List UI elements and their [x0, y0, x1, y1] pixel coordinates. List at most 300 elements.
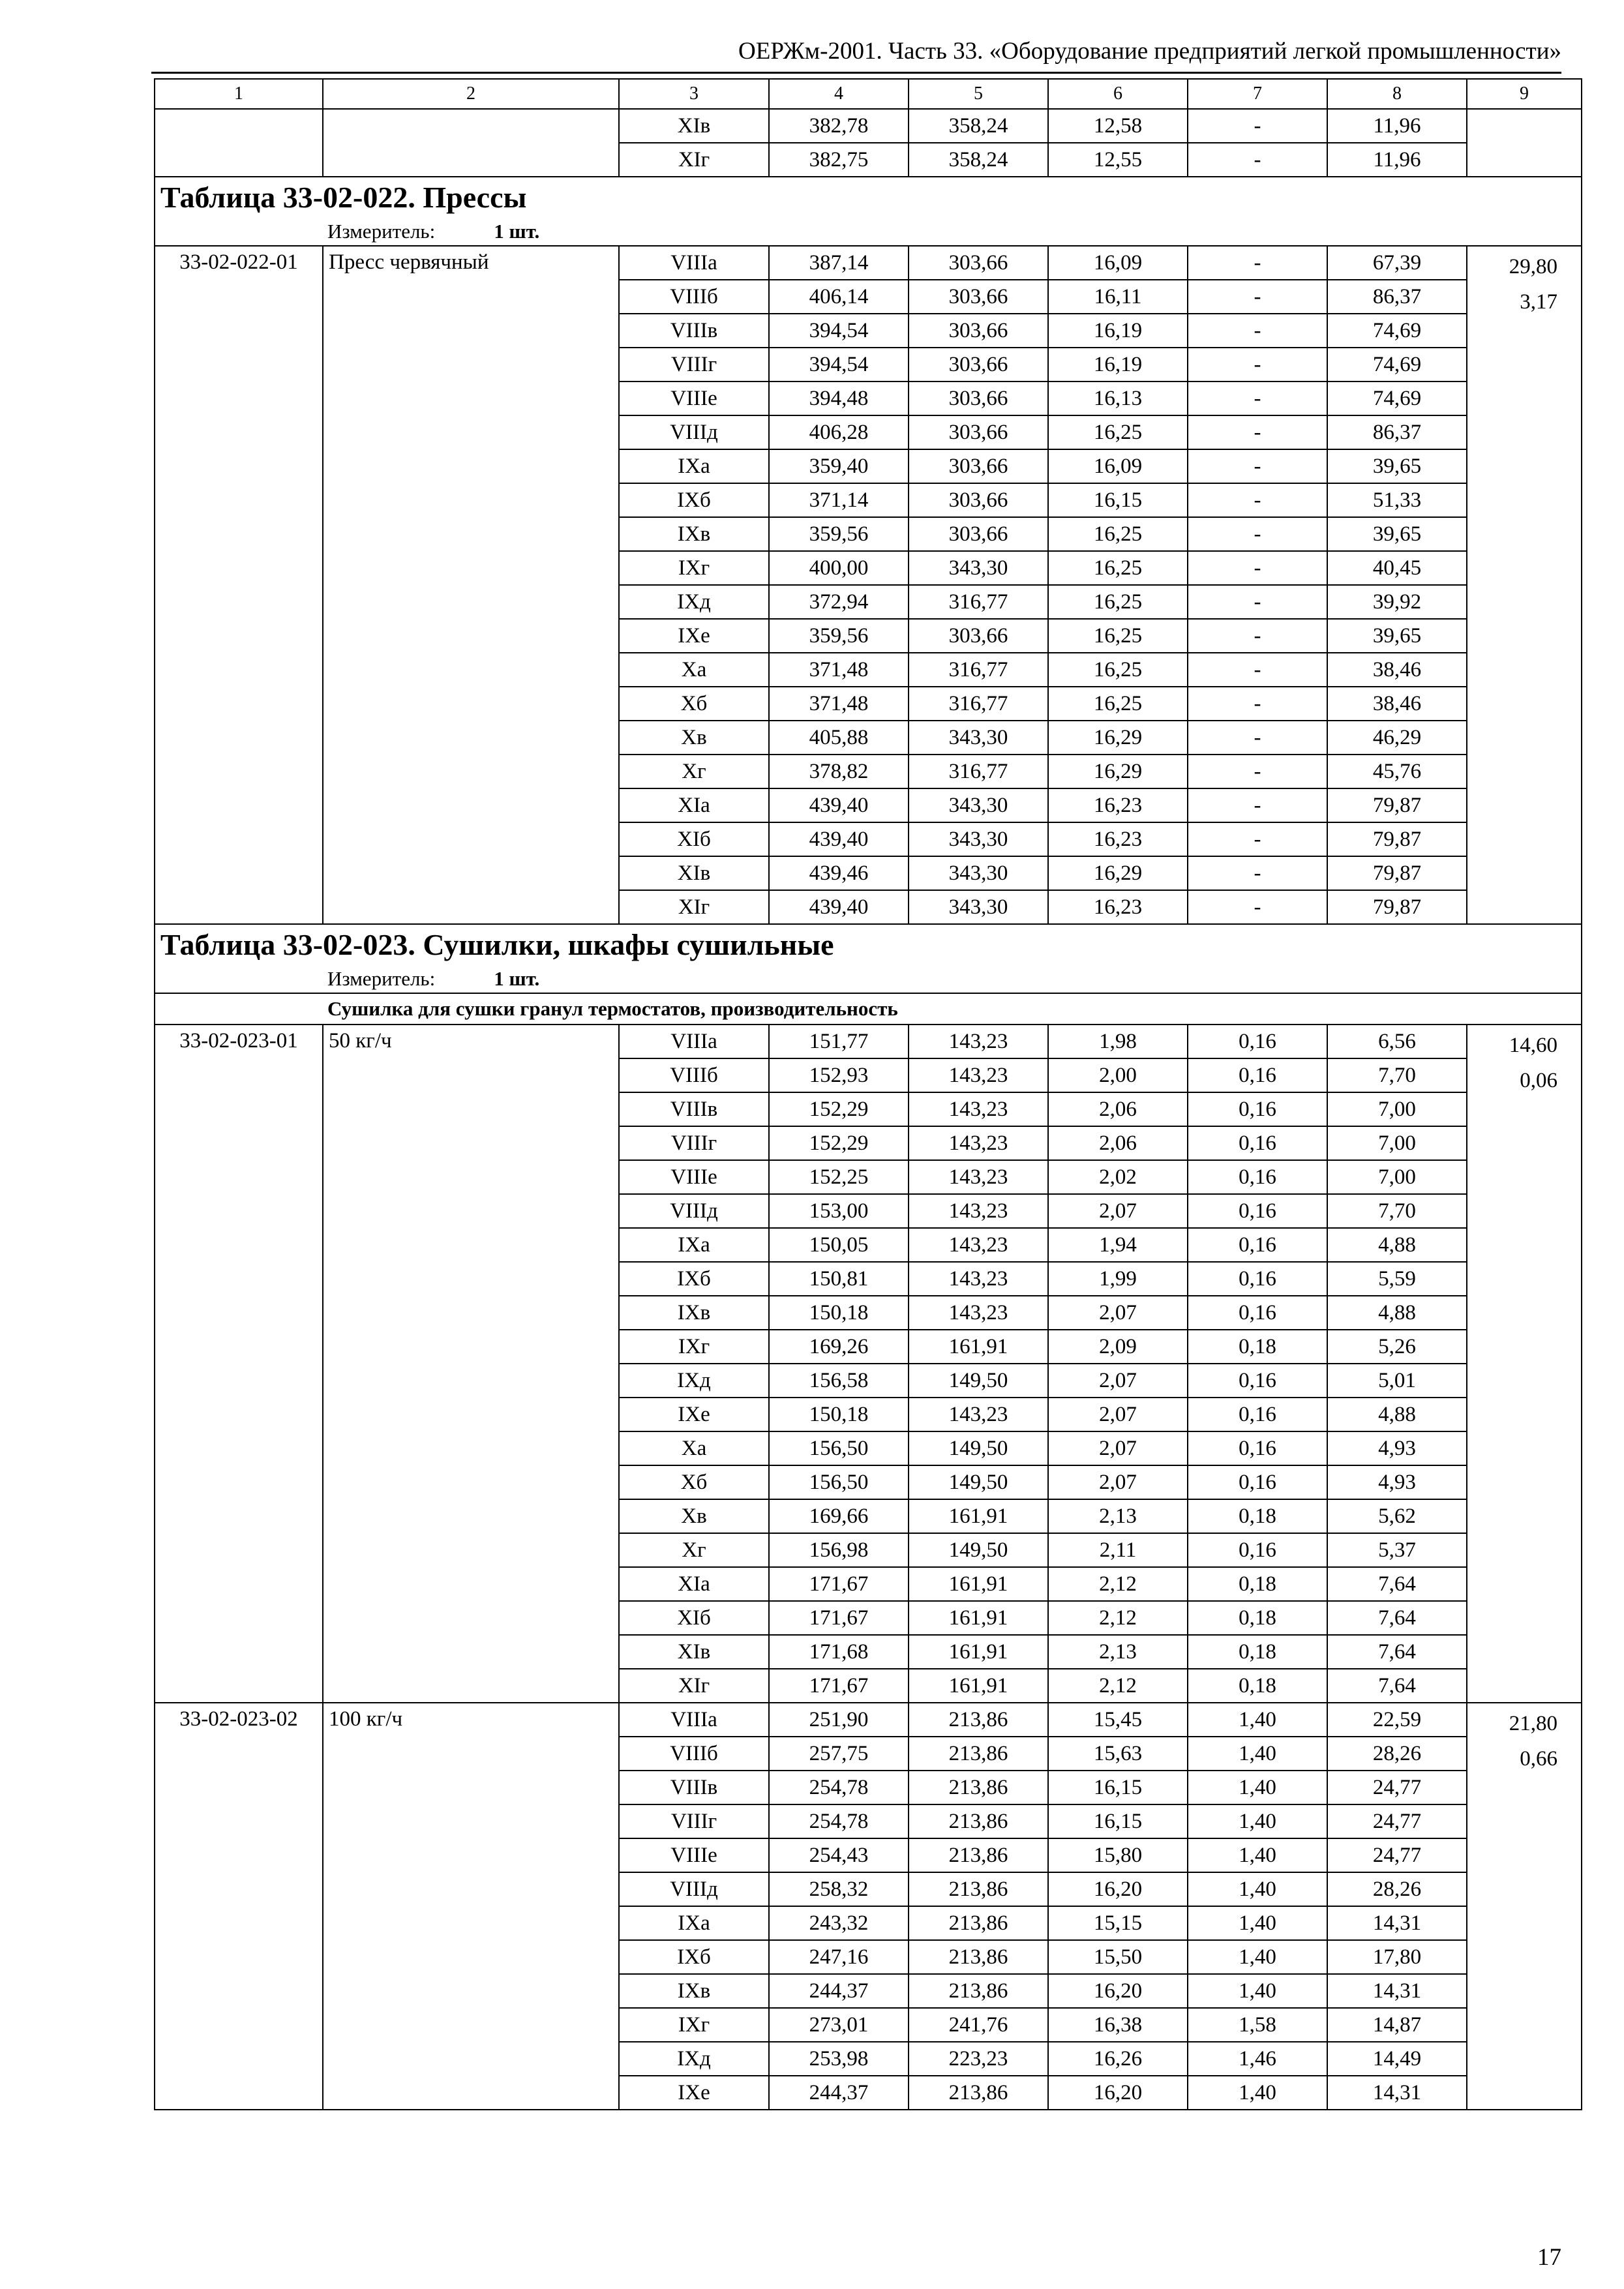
- value-cell: 16,23: [1048, 788, 1188, 822]
- value-cell: 0,18: [1188, 1669, 1327, 1703]
- value-cell: 439,46: [769, 856, 909, 890]
- value-cell: 0,18: [1188, 1601, 1327, 1635]
- value-cell: 2,07: [1048, 1431, 1188, 1465]
- zone-label: IXд: [619, 585, 769, 619]
- value-cell: -: [1188, 653, 1327, 687]
- value-cell: 0,16: [1188, 1431, 1327, 1465]
- zone-label: XIб: [619, 822, 769, 856]
- value-cell: 223,23: [909, 2042, 1048, 2076]
- value-cell: 143,23: [909, 1262, 1048, 1296]
- value-cell: 343,30: [909, 822, 1048, 856]
- value-cell: 303,66: [909, 348, 1048, 382]
- value-cell: 11,96: [1327, 109, 1467, 143]
- zone-label: IXд: [619, 2042, 769, 2076]
- value-cell: 7,70: [1327, 1058, 1467, 1092]
- value-cell: 343,30: [909, 788, 1048, 822]
- value-cell: 16,19: [1048, 348, 1188, 382]
- value-cell: 7,64: [1327, 1601, 1467, 1635]
- zone-label: Xг: [619, 755, 769, 788]
- value-cell: 153,00: [769, 1194, 909, 1228]
- item-code: 33-02-022-01: [155, 246, 323, 924]
- zone-label: IXг: [619, 2008, 769, 2042]
- column-number: 8: [1327, 79, 1467, 109]
- value-cell: -: [1188, 483, 1327, 517]
- value-cell: -: [1188, 246, 1327, 280]
- zone-label: IXв: [619, 1296, 769, 1330]
- value-cell: 16,25: [1048, 687, 1188, 721]
- table-row: [155, 1025, 1582, 1058]
- value-cell: 28,26: [1327, 1872, 1467, 1906]
- col9-cell: [1467, 246, 1582, 924]
- value-cell: 406,28: [769, 415, 909, 449]
- value-cell: 171,67: [769, 1669, 909, 1703]
- zone-label: IXа: [619, 449, 769, 483]
- value-cell: -: [1188, 280, 1327, 314]
- value-cell: 39,65: [1327, 449, 1467, 483]
- value-cell: 149,50: [909, 1364, 1048, 1398]
- value-cell: 67,39: [1327, 246, 1467, 280]
- value-cell: 241,76: [909, 2008, 1048, 2042]
- table-row: [155, 1703, 1582, 1737]
- table-title: Таблица 33-02-022. Прессы: [155, 177, 1582, 218]
- value-cell: 254,78: [769, 1804, 909, 1838]
- value-cell: 303,66: [909, 415, 1048, 449]
- value-cell: 258,32: [769, 1872, 909, 1906]
- value-cell: 2,11: [1048, 1533, 1188, 1567]
- value-cell: 156,50: [769, 1465, 909, 1499]
- value-cell: 1,40: [1188, 1872, 1327, 1906]
- value-cell: 149,50: [909, 1465, 1048, 1499]
- value-cell: 14,31: [1327, 1906, 1467, 1940]
- zone-label: XIг: [619, 143, 769, 177]
- col9-value: 0,06: [1520, 1069, 1557, 1092]
- value-cell: 7,64: [1327, 1567, 1467, 1601]
- value-cell: 16,26: [1048, 2042, 1188, 2076]
- value-cell: 0,16: [1188, 1364, 1327, 1398]
- value-cell: 17,80: [1327, 1940, 1467, 1974]
- value-cell: 371,48: [769, 653, 909, 687]
- value-cell: 303,66: [909, 619, 1048, 653]
- value-cell: 316,77: [909, 585, 1048, 619]
- value-cell: 4,93: [1327, 1431, 1467, 1465]
- zone-label: VIIIг: [619, 1126, 769, 1160]
- value-cell: 169,66: [769, 1499, 909, 1533]
- zone-label: Xв: [619, 1499, 769, 1533]
- value-cell: 79,87: [1327, 788, 1467, 822]
- value-cell: 254,43: [769, 1838, 909, 1872]
- value-cell: 316,77: [909, 653, 1048, 687]
- zone-label: VIIIд: [619, 1194, 769, 1228]
- zone-label: VIIIб: [619, 280, 769, 314]
- value-cell: 149,50: [909, 1431, 1048, 1465]
- value-cell: 16,25: [1048, 585, 1188, 619]
- value-cell: 253,98: [769, 2042, 909, 2076]
- value-cell: 303,66: [909, 382, 1048, 415]
- zone-label: XIв: [619, 1635, 769, 1669]
- value-cell: 16,25: [1048, 619, 1188, 653]
- value-cell: 343,30: [909, 856, 1048, 890]
- value-cell: 213,86: [909, 1737, 1048, 1771]
- value-cell: 16,23: [1048, 890, 1188, 924]
- value-cell: 143,23: [909, 1398, 1048, 1431]
- value-cell: 359,56: [769, 517, 909, 551]
- table-row: [155, 246, 1582, 280]
- value-cell: 16,20: [1048, 2076, 1188, 2110]
- value-cell: -: [1188, 517, 1327, 551]
- value-cell: 247,16: [769, 1940, 909, 1974]
- value-cell: 171,67: [769, 1567, 909, 1601]
- zone-label: IXа: [619, 1228, 769, 1262]
- value-cell: 152,93: [769, 1058, 909, 1092]
- value-cell: 143,23: [909, 1160, 1048, 1194]
- value-cell: 16,20: [1048, 1974, 1188, 2008]
- value-cell: 372,94: [769, 585, 909, 619]
- value-cell: -: [1188, 314, 1327, 348]
- value-cell: 2,12: [1048, 1669, 1188, 1703]
- value-cell: 316,77: [909, 755, 1048, 788]
- value-cell: 1,98: [1048, 1025, 1188, 1058]
- value-cell: 14,49: [1327, 2042, 1467, 2076]
- value-cell: 14,87: [1327, 2008, 1467, 2042]
- value-cell: 151,77: [769, 1025, 909, 1058]
- value-cell: 7,00: [1327, 1126, 1467, 1160]
- zone-label: IXб: [619, 483, 769, 517]
- running-header: ОЕРЖм-2001. Часть 33. «Оборудование предприятий легкой промышленности»: [738, 38, 1561, 65]
- value-cell: 150,05: [769, 1228, 909, 1262]
- value-cell: -: [1188, 449, 1327, 483]
- subheading-row: [155, 993, 1582, 1025]
- zone-label: VIIIв: [619, 1092, 769, 1126]
- zone-label: IXв: [619, 1974, 769, 2008]
- zone-label: Xг: [619, 1533, 769, 1567]
- value-cell: 152,29: [769, 1126, 909, 1160]
- value-cell: 0,16: [1188, 1465, 1327, 1499]
- value-cell: 254,78: [769, 1771, 909, 1804]
- value-cell: 16,11: [1048, 280, 1188, 314]
- value-cell: 394,54: [769, 348, 909, 382]
- value-cell: 243,32: [769, 1906, 909, 1940]
- value-cell: 86,37: [1327, 280, 1467, 314]
- value-cell: 7,00: [1327, 1160, 1467, 1194]
- value-cell: 303,66: [909, 280, 1048, 314]
- value-cell: 16,09: [1048, 449, 1188, 483]
- measure-cell: [155, 218, 1582, 246]
- value-cell: -: [1188, 721, 1327, 755]
- measure-unit: 1 шт.: [494, 220, 540, 243]
- value-cell: 40,45: [1327, 551, 1467, 585]
- value-cell: 45,76: [1327, 755, 1467, 788]
- value-cell: 394,48: [769, 382, 909, 415]
- measure-label: Измеритель:: [327, 967, 436, 990]
- column-number: 5: [909, 79, 1048, 109]
- table-title-row: [155, 177, 1582, 218]
- value-cell: 16,13: [1048, 382, 1188, 415]
- value-cell: -: [1188, 415, 1327, 449]
- value-cell: 79,87: [1327, 822, 1467, 856]
- value-cell: 1,58: [1188, 2008, 1327, 2042]
- value-cell: -: [1188, 687, 1327, 721]
- value-cell: 439,40: [769, 822, 909, 856]
- zone-label: VIIIв: [619, 1771, 769, 1804]
- value-cell: 1,40: [1188, 1974, 1327, 2008]
- value-cell: 38,46: [1327, 687, 1467, 721]
- value-cell: 303,66: [909, 314, 1048, 348]
- value-cell: 343,30: [909, 721, 1048, 755]
- value-cell: 161,91: [909, 1635, 1048, 1669]
- value-cell: 2,07: [1048, 1398, 1188, 1431]
- value-cell: 2,13: [1048, 1499, 1188, 1533]
- col9-value: 29,80: [1509, 255, 1557, 278]
- value-cell: 161,91: [909, 1601, 1048, 1635]
- zone-label: XIв: [619, 856, 769, 890]
- value-cell: 303,66: [909, 449, 1048, 483]
- value-cell: 152,25: [769, 1160, 909, 1194]
- value-cell: 1,40: [1188, 1906, 1327, 1940]
- item-name: 50 кг/ч: [323, 1025, 619, 1703]
- value-cell: 5,01: [1327, 1364, 1467, 1398]
- value-cell: 382,75: [769, 143, 909, 177]
- value-cell: 150,18: [769, 1296, 909, 1330]
- value-cell: 0,16: [1188, 1262, 1327, 1296]
- value-cell: 0,18: [1188, 1635, 1327, 1669]
- value-cell: 16,29: [1048, 856, 1188, 890]
- value-cell: 143,23: [909, 1126, 1048, 1160]
- value-cell: 1,94: [1048, 1228, 1188, 1262]
- value-cell: 303,66: [909, 517, 1048, 551]
- measure-label: Измеритель:: [327, 220, 436, 243]
- zone-label: XIа: [619, 1567, 769, 1601]
- value-cell: 343,30: [909, 551, 1048, 585]
- table-row: [155, 109, 1582, 143]
- value-cell: 358,24: [909, 143, 1048, 177]
- value-cell: 46,29: [1327, 721, 1467, 755]
- value-cell: 0,16: [1188, 1025, 1327, 1058]
- value-cell: 156,98: [769, 1533, 909, 1567]
- value-cell: 11,96: [1327, 143, 1467, 177]
- zone-label: IXе: [619, 1398, 769, 1431]
- value-cell: 16,20: [1048, 1872, 1188, 1906]
- measure-unit: 1 шт.: [494, 967, 540, 990]
- value-cell: 143,23: [909, 1296, 1048, 1330]
- value-cell: 171,67: [769, 1601, 909, 1635]
- zone-label: XIв: [619, 109, 769, 143]
- value-cell: 0,18: [1188, 1330, 1327, 1364]
- zone-label: VIIIд: [619, 415, 769, 449]
- value-cell: 213,86: [909, 1838, 1048, 1872]
- value-cell: 16,15: [1048, 1771, 1188, 1804]
- value-cell: 156,58: [769, 1364, 909, 1398]
- value-cell: 15,15: [1048, 1906, 1188, 1940]
- column-number: 3: [619, 79, 769, 109]
- value-cell: 0,16: [1188, 1058, 1327, 1092]
- value-cell: 150,18: [769, 1398, 909, 1431]
- value-cell: 213,86: [909, 1940, 1048, 1974]
- zone-label: IXд: [619, 1364, 769, 1398]
- value-cell: 0,16: [1188, 1160, 1327, 1194]
- value-cell: 4,88: [1327, 1228, 1467, 1262]
- value-cell: 213,86: [909, 1703, 1048, 1737]
- value-cell: 152,29: [769, 1092, 909, 1126]
- zone-label: VIIIа: [619, 246, 769, 280]
- value-cell: 316,77: [909, 687, 1048, 721]
- value-cell: 343,30: [909, 890, 1048, 924]
- value-cell: 6,56: [1327, 1025, 1467, 1058]
- value-cell: 213,86: [909, 1872, 1048, 1906]
- value-cell: 2,06: [1048, 1126, 1188, 1160]
- zone-label: VIIIд: [619, 1872, 769, 1906]
- value-cell: 1,40: [1188, 1771, 1327, 1804]
- value-cell: 0,16: [1188, 1194, 1327, 1228]
- value-cell: 0,18: [1188, 1567, 1327, 1601]
- value-cell: 14,31: [1327, 1974, 1467, 2008]
- value-cell: 16,23: [1048, 822, 1188, 856]
- zone-label: IXг: [619, 1330, 769, 1364]
- col9-cell: [1467, 1025, 1582, 1703]
- value-cell: 161,91: [909, 1567, 1048, 1601]
- value-cell: 2,07: [1048, 1194, 1188, 1228]
- zone-label: VIIIе: [619, 1838, 769, 1872]
- zone-label: VIIIе: [619, 382, 769, 415]
- zone-label: VIIIа: [619, 1025, 769, 1058]
- value-cell: 213,86: [909, 1771, 1048, 1804]
- value-cell: 4,88: [1327, 1398, 1467, 1431]
- zone-label: VIIIб: [619, 1058, 769, 1092]
- subheading: Сушилка для сушки гранул термостатов, производительность: [155, 993, 1582, 1025]
- value-cell: 14,31: [1327, 2076, 1467, 2110]
- price-table: [154, 78, 1582, 2110]
- value-cell: 149,50: [909, 1533, 1048, 1567]
- value-cell: 22,59: [1327, 1703, 1467, 1737]
- value-cell: 24,77: [1327, 1804, 1467, 1838]
- col9-cell: [1467, 1703, 1582, 2110]
- table-title-row: [155, 924, 1582, 965]
- value-cell: 0,16: [1188, 1092, 1327, 1126]
- value-cell: 378,82: [769, 755, 909, 788]
- value-cell: 1,40: [1188, 1940, 1327, 1974]
- value-cell: 5,59: [1327, 1262, 1467, 1296]
- column-number: 7: [1188, 79, 1327, 109]
- value-cell: -: [1188, 856, 1327, 890]
- item-name: Пресс червячный: [323, 246, 619, 924]
- table-title: Таблица 33-02-023. Сушилки, шкафы сушильные: [155, 924, 1582, 965]
- value-cell: 394,54: [769, 314, 909, 348]
- value-cell: 439,40: [769, 890, 909, 924]
- page-number: 17: [1537, 2244, 1561, 2271]
- zone-label: IXб: [619, 1262, 769, 1296]
- value-cell: 161,91: [909, 1330, 1048, 1364]
- column-number: 6: [1048, 79, 1188, 109]
- value-cell: 169,26: [769, 1330, 909, 1364]
- value-cell: 1,46: [1188, 2042, 1327, 2076]
- value-cell: 79,87: [1327, 890, 1467, 924]
- value-cell: 213,86: [909, 2076, 1048, 2110]
- value-cell: 2,07: [1048, 1364, 1188, 1398]
- zone-label: XIг: [619, 1669, 769, 1703]
- value-cell: 1,40: [1188, 1838, 1327, 1872]
- value-cell: 86,37: [1327, 415, 1467, 449]
- value-cell: 358,24: [909, 109, 1048, 143]
- value-cell: 12,58: [1048, 109, 1188, 143]
- zone-label: IXе: [619, 2076, 769, 2110]
- zone-label: XIб: [619, 1601, 769, 1635]
- value-cell: 16,38: [1048, 2008, 1188, 2042]
- column-number: 1: [155, 79, 323, 109]
- value-cell: 74,69: [1327, 348, 1467, 382]
- value-cell: 1,40: [1188, 1804, 1327, 1838]
- name-cell-empty: [323, 109, 619, 177]
- column-number: 9: [1467, 79, 1582, 109]
- value-cell: 39,92: [1327, 585, 1467, 619]
- value-cell: 74,69: [1327, 314, 1467, 348]
- value-cell: 371,14: [769, 483, 909, 517]
- value-cell: 0,16: [1188, 1126, 1327, 1160]
- column-number: 2: [323, 79, 619, 109]
- header-rule: [151, 72, 1561, 74]
- measure-cell: [155, 965, 1582, 993]
- value-cell: 5,26: [1327, 1330, 1467, 1364]
- value-cell: -: [1188, 788, 1327, 822]
- value-cell: 150,81: [769, 1262, 909, 1296]
- zone-label: VIIIв: [619, 314, 769, 348]
- value-cell: 16,25: [1048, 551, 1188, 585]
- value-cell: 16,15: [1048, 483, 1188, 517]
- value-cell: 405,88: [769, 721, 909, 755]
- value-cell: -: [1188, 619, 1327, 653]
- column-number: 4: [769, 79, 909, 109]
- value-cell: -: [1188, 551, 1327, 585]
- zone-label: XIа: [619, 788, 769, 822]
- value-cell: 7,64: [1327, 1635, 1467, 1669]
- col9-value: 3,17: [1520, 290, 1557, 314]
- zone-label: IXа: [619, 1906, 769, 1940]
- value-cell: 74,69: [1327, 382, 1467, 415]
- value-cell: 39,65: [1327, 517, 1467, 551]
- value-cell: 251,90: [769, 1703, 909, 1737]
- item-name: 100 кг/ч: [323, 1703, 619, 2110]
- col9-value: 0,66: [1520, 1747, 1557, 1771]
- value-cell: 2,09: [1048, 1330, 1188, 1364]
- zone-label: VIIIе: [619, 1160, 769, 1194]
- value-cell: 143,23: [909, 1194, 1048, 1228]
- value-cell: 213,86: [909, 1804, 1048, 1838]
- zone-label: Xа: [619, 1431, 769, 1465]
- value-cell: 2,07: [1048, 1465, 1188, 1499]
- value-cell: 2,13: [1048, 1635, 1188, 1669]
- value-cell: 387,14: [769, 246, 909, 280]
- value-cell: 16,25: [1048, 653, 1188, 687]
- zone-label: VIIIа: [619, 1703, 769, 1737]
- value-cell: 0,18: [1188, 1499, 1327, 1533]
- value-cell: -: [1188, 822, 1327, 856]
- value-cell: 16,09: [1048, 246, 1188, 280]
- zone-label: IXб: [619, 1940, 769, 1974]
- value-cell: 16,19: [1048, 314, 1188, 348]
- value-cell: 1,40: [1188, 1737, 1327, 1771]
- value-cell: 213,86: [909, 1906, 1048, 1940]
- col9-cell-empty: [1467, 109, 1582, 177]
- value-cell: 143,23: [909, 1092, 1048, 1126]
- value-cell: 0,16: [1188, 1228, 1327, 1262]
- zone-label: VIIIг: [619, 1804, 769, 1838]
- value-cell: 24,77: [1327, 1771, 1467, 1804]
- value-cell: 257,75: [769, 1737, 909, 1771]
- value-cell: 15,45: [1048, 1703, 1188, 1737]
- value-cell: 12,55: [1048, 143, 1188, 177]
- value-cell: 38,46: [1327, 653, 1467, 687]
- value-cell: 1,40: [1188, 2076, 1327, 2110]
- value-cell: 79,87: [1327, 856, 1467, 890]
- value-cell: 2,02: [1048, 1160, 1188, 1194]
